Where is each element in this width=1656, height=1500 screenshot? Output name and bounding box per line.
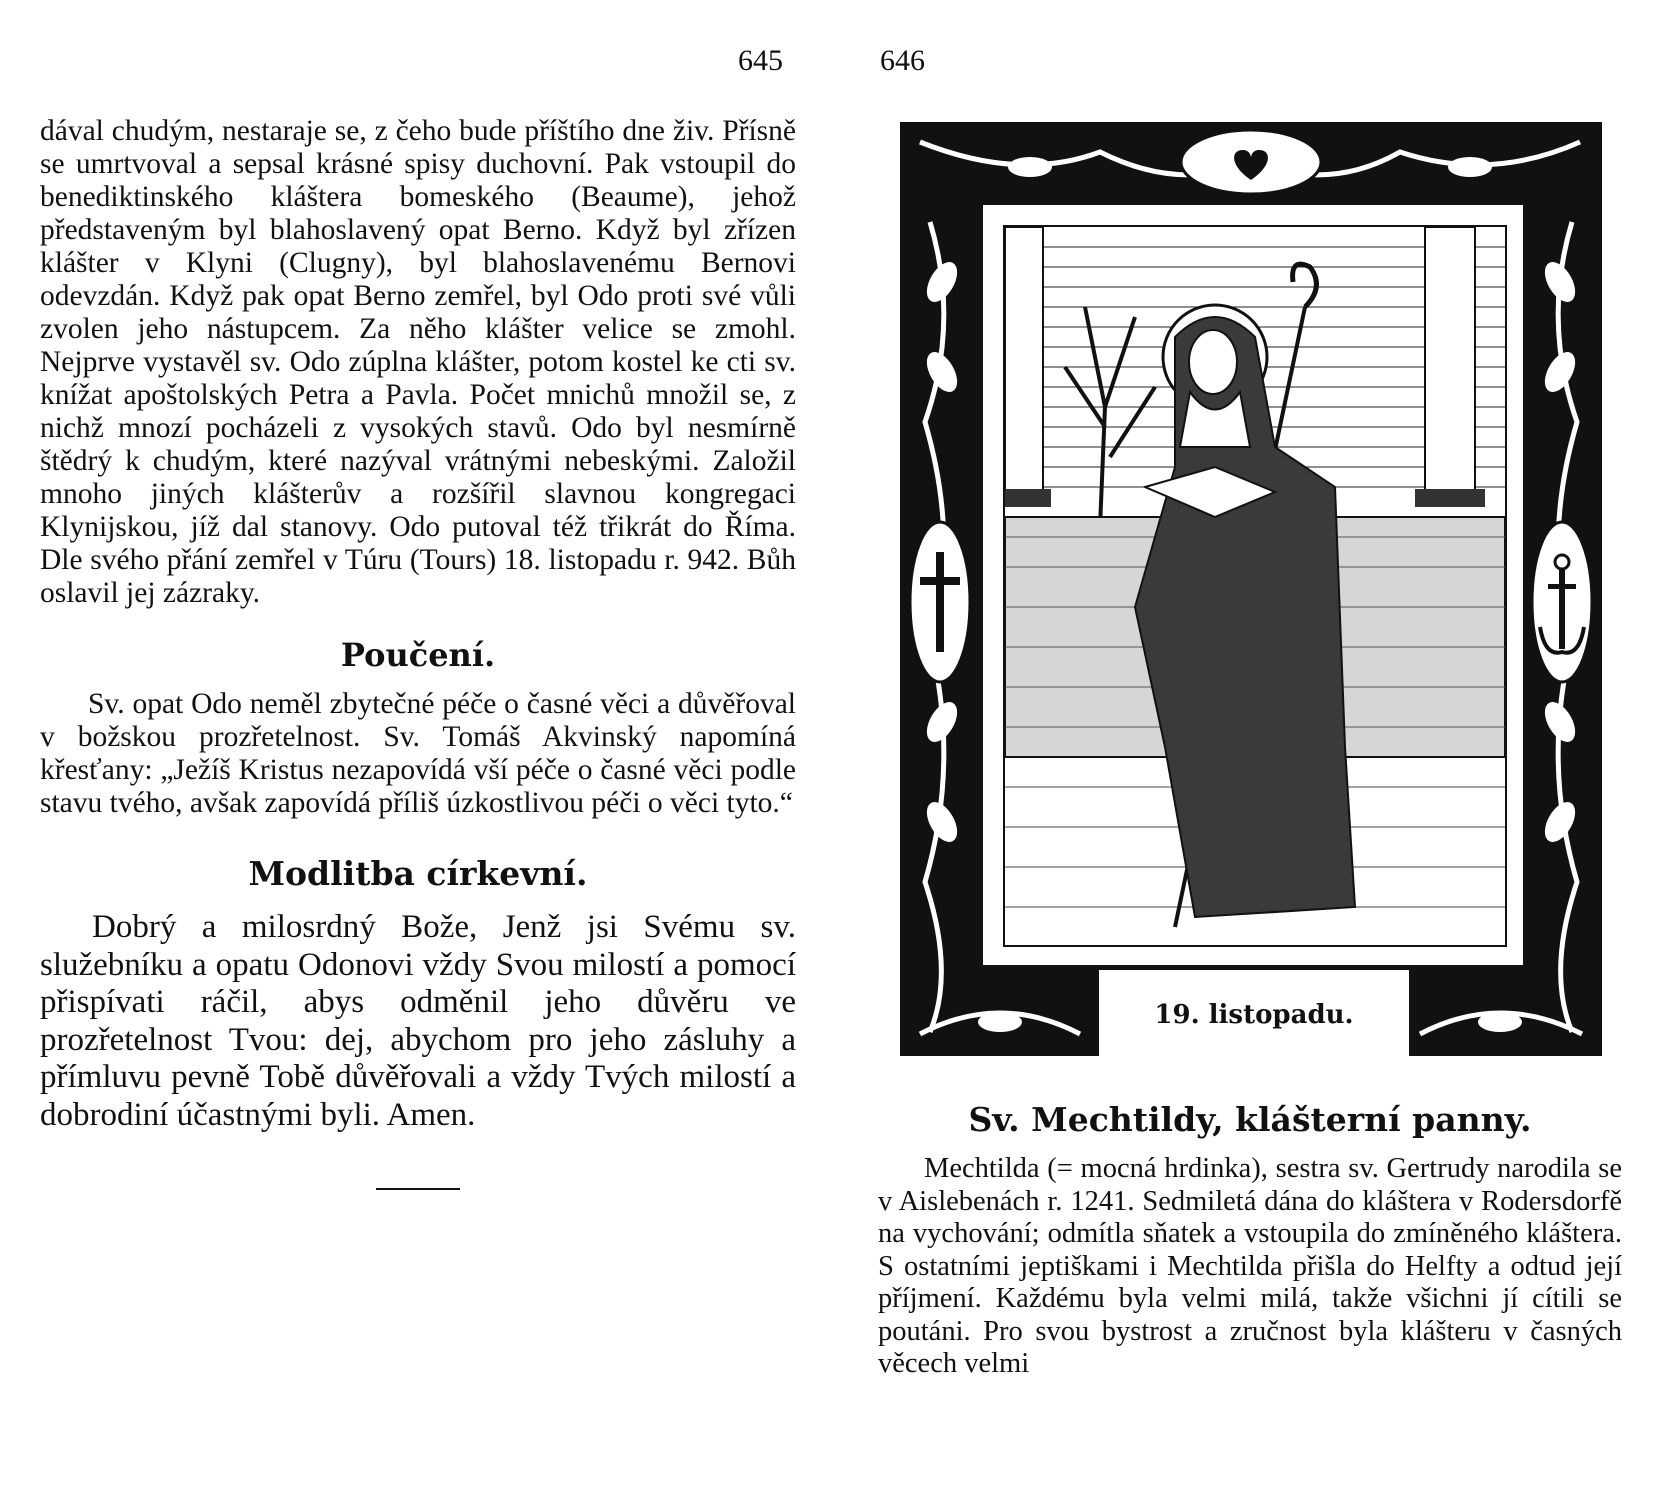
biography-continuation: dával chudým, nestaraje se, z čeho bude příštího dne živ. Přísně se umrtvoval a sepsal krásné spisy duchovní. Pak vstoupil do benediktinského kláštera bomeského (Beaume), jehož představeným byl blahoslavený opat Berno. Když byl zřízen klášter v Klyni (Clugny), byl blahoslavenému Bernovi odevzdán. Když pak opat Berno zemřel, byl Odo proti své vůli zvolen jeho nástupcem. Za něho klášter velice se zmohl. Nejprve vystavěl sv. Odo zúplna klášter, potom kostel ke cti sv. knížat apoštolských Petra a Pavla. Počet mnichů množil se, z nichž mnozí pocházeli z vysokých stavů. Odo byl nesmírně štědrý k chudým, které nazýval vrátnými nebeskými. Založil mnoho jiných klášterův a rozšířil slavnou kongregaci Klynijskou, jíž dal stanovy. Odo putoval též třikrát do Říma. Dle svého přání zemřel v Túru (Tours) 18. listopadu r. 942. Bůh oslavil jej zázraky. [40,115,796,609]
page-number-left: 645 [738,44,783,77]
picture-mat [980,202,1526,968]
engraving [1005,227,1505,945]
pouceni-heading: Poučení. [340,636,496,674]
prayer-text: Dobrý a milosrdný Bože, Jenž jsi Svému sv. služebníku a opatu Odonovi vždy Svou milostí a pomocí přispívati ráčil, abys odměnil jeho důvěru ve prozřetelnost Tvou: dej, abychom pro jeho zásluhy a přímluvu pevně Tobě důvěřovali a vždy Tvých milostí a dobrodiní účastnými byli. Amen. [40,909,796,1133]
pouceni-text: Sv. opat Odo neměl zbytečné péče o časné věci a důvěřoval v božskou prozřetelnost. Sv. Tomáš Akvinský napomíná křesťany: „Ježíš Kristus nezapovídá vší péče o časné věci podle stavu tvého, avšak zapovídá příliš úzkostlivou péči o věci tyto.“ [40,688,796,819]
saint-mechtilda-illustration [1003,225,1507,947]
modlitba-heading: Modlitba církevní. [248,854,588,893]
page-number-right: 646 [880,44,925,77]
feast-date: 19. listopadu. [1154,1000,1354,1030]
date-caption-box [1096,970,1412,1056]
mechtilda-biography: Mechtilda (= mocná hrdinka), sestra sv. Gertrudy narodila se v Aislebenách r. 1241. Sedmiletá dána do kláštera v Rodersdorfě na vychování; odmítla sňatek a vstoupila do zmíněného kláštera. S ostatními jeptiškami i Mechtilda přišla do Helfty a odtud její příjmení. Každému byla velmi milá, takže všichni jí cítili se poutáni. Pro svou bystrost a zručnost byla klášteru v časných věcech velmi [878,1153,1622,1379]
section-end-rule [376,1188,460,1190]
saint-heading: Sv. Mechtildy, klášterní panny. [968,1100,1532,1139]
right-page-text [878,1100,1622,1381]
left-page [40,115,796,1190]
illustration-frame [900,122,1602,1056]
